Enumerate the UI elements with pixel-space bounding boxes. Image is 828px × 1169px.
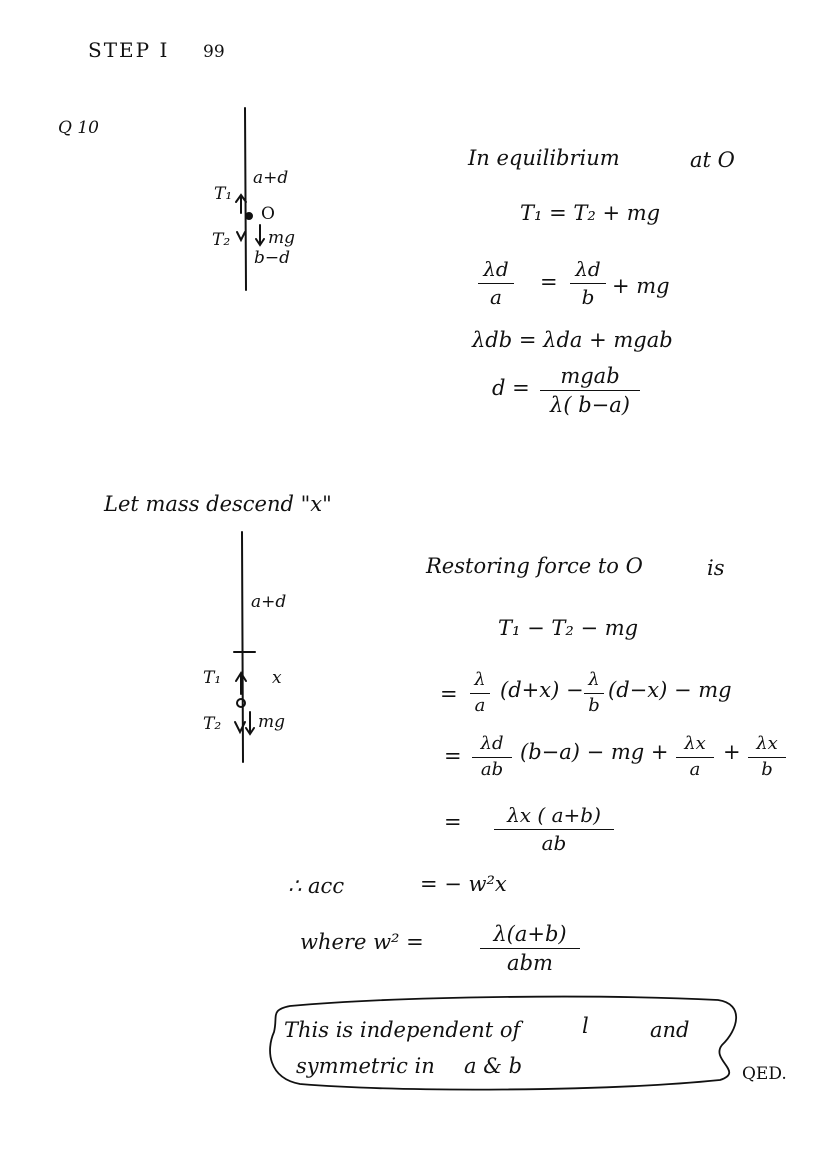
page-year: 99 <box>203 42 225 62</box>
l3-frac-c-den: a <box>689 758 701 780</box>
l3-frac-c <box>676 734 714 780</box>
l4-den: ab <box>541 831 567 855</box>
l2-frac-b-num: λ <box>588 669 600 690</box>
qed-mark: QED. <box>742 1064 787 1084</box>
where-den: abm <box>507 951 553 976</box>
restoring-l4-equals: = <box>444 810 462 834</box>
restoring-heading: Restoring force to O <box>426 554 643 578</box>
diagram1-lower-length: b−d <box>254 248 291 268</box>
equilibrium-eq1: T₁ = T₂ + mg <box>520 201 661 225</box>
diagram1-tension-upper: T₁ <box>214 184 233 204</box>
fraction-bar <box>540 390 640 391</box>
fraction-bar <box>676 757 714 758</box>
l2-frac-a-num: λ <box>474 669 486 690</box>
restoring-l2-tail: (d−x) − mg <box>608 678 732 702</box>
diagram2-tension-upper: T₁ <box>203 668 222 688</box>
diagram2-displacement: x <box>272 668 282 688</box>
conclusion-and: and <box>650 1018 690 1042</box>
where-label: where w² = <box>300 930 424 954</box>
fraction-bar <box>570 283 606 284</box>
l2-frac-b <box>584 670 604 716</box>
equilibrium-heading-at: at O <box>690 148 735 172</box>
conclusion-line1: This is independent of <box>284 1018 521 1042</box>
eq2-lhs-den: a <box>490 285 502 309</box>
page-title: STEP I <box>88 38 170 62</box>
question-label: Q 10 <box>58 118 99 138</box>
restoring-l3-plus: + <box>723 740 741 764</box>
particle-2 <box>237 699 245 707</box>
l3-den: ab <box>480 758 504 780</box>
weight-arrow-down-2 <box>246 712 254 734</box>
where-fraction <box>480 922 580 975</box>
conclusion-line2: symmetric in <box>296 1054 435 1078</box>
restoring-l2-equals: = <box>440 682 458 706</box>
l3-num: λd <box>480 733 504 754</box>
l4-num: λx ( a+b) <box>507 803 601 827</box>
eq2-tail: + mg <box>612 274 670 298</box>
eq2-lhs-fraction <box>478 258 514 309</box>
tension-arrow-up-2 <box>236 673 246 694</box>
eq2-rhs-fraction <box>570 258 606 309</box>
l4-fraction <box>494 804 614 855</box>
fraction-bar <box>478 283 514 284</box>
fraction-bar <box>470 693 490 694</box>
eq2-rhs-num: λd <box>575 257 601 281</box>
let-mass-descend: Let mass descend "x" <box>104 492 332 516</box>
particle-1 <box>246 213 252 219</box>
equilibrium-eq3: λdb = λda + mgab <box>472 328 673 352</box>
restoring-heading-is: is <box>707 556 725 580</box>
eq4-num: mgab <box>560 364 620 388</box>
restoring-l3-equals: = <box>444 744 462 768</box>
fraction-bar <box>494 829 614 830</box>
fraction-bar <box>480 948 580 949</box>
restoring-l2-mid: (d+x) − <box>500 678 584 702</box>
restoring-line1: T₁ − T₂ − mg <box>498 616 639 640</box>
weight-arrow-down-1 <box>256 225 264 245</box>
eq4-lhs: d = <box>492 376 530 400</box>
l3-frac-c-num: λx <box>684 733 706 754</box>
diagram1-upper-length: a+d <box>253 168 289 188</box>
l3-frac-d <box>748 734 786 780</box>
fraction-bar <box>584 693 604 694</box>
conclusion-vars: a & b <box>464 1054 523 1078</box>
diagram1-point-label: O <box>261 204 275 224</box>
l3-frac-d-den: b <box>761 758 773 780</box>
fraction-bar <box>472 757 512 758</box>
l2-frac-b-den: b <box>588 694 600 716</box>
l2-frac-a <box>470 670 490 716</box>
l2-frac-a-den: a <box>474 694 486 716</box>
tension-arrow-down-1 <box>237 232 245 240</box>
acc-rhs: = − w²x <box>420 872 507 896</box>
equilibrium-heading: In equilibrium <box>468 146 620 170</box>
fraction-bar <box>748 757 786 758</box>
string-line-1 <box>245 108 246 290</box>
conclusion-var-l: l <box>582 1014 589 1038</box>
diagram2-tension-lower: T₂ <box>203 714 222 734</box>
diagram2-upper-length: a+d <box>251 592 287 612</box>
diagram1-weight: mg <box>268 228 296 248</box>
acc-label: ∴ acc <box>288 874 345 898</box>
eq2-lhs-num: λd <box>483 257 509 281</box>
eq4-fraction <box>540 364 640 417</box>
l3-frac <box>472 734 512 780</box>
l3-frac-d-num: λx <box>756 733 778 754</box>
diagram1-tension-lower: T₂ <box>212 230 231 250</box>
eq2-equals: = <box>540 270 558 294</box>
where-num: λ(a+b) <box>493 922 567 946</box>
diagram2-weight: mg <box>258 712 286 732</box>
eq2-rhs-den: b <box>581 285 595 309</box>
eq4-den: λ( b−a) <box>550 393 630 418</box>
restoring-l3-mid: (b−a) − mg + <box>520 740 669 764</box>
